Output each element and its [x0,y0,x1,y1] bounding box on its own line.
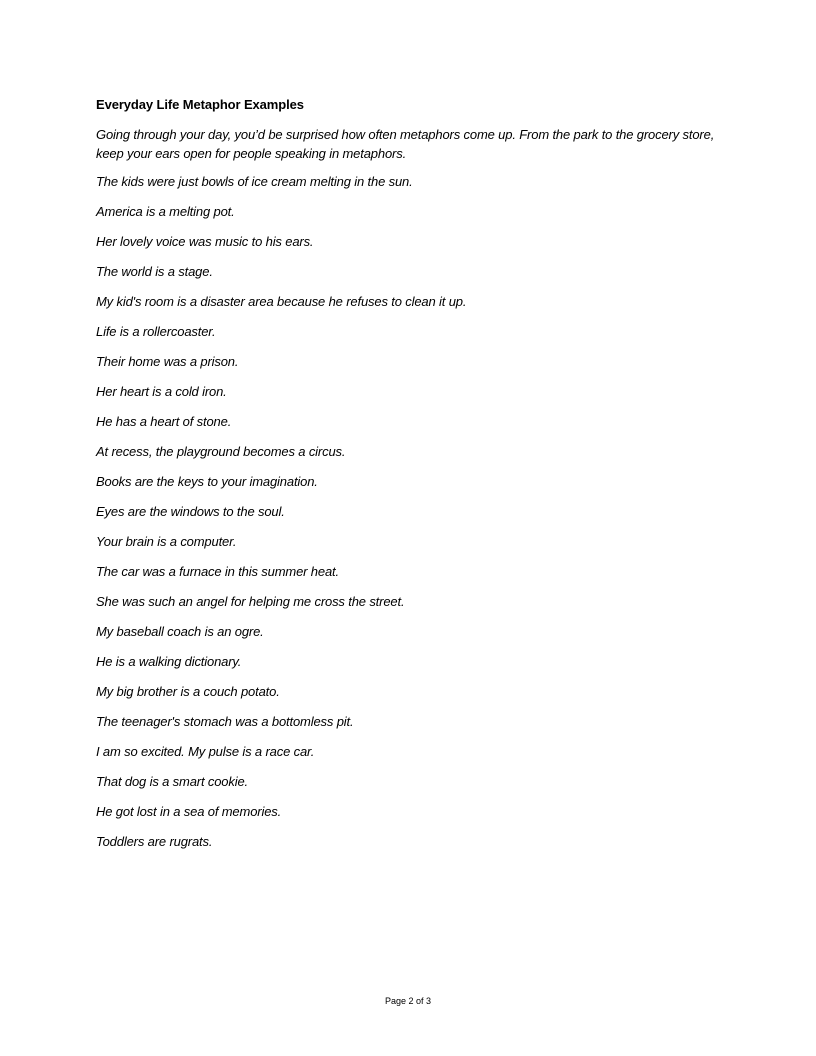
example-item: He has a heart of stone. [96,414,232,429]
intro-paragraph: Going through your day, you’d be surprised how often metaphors come up. From the park to the grocery store, keep your ears open for people speaking in metaphors. [96,127,715,161]
example-item: The car was a furnace in this summer heat. [96,564,339,579]
example-item: Toddlers are rugrats. [96,834,213,849]
page-number-footer: Page 2 of 3 [384,996,432,1006]
example-item: My kid's room is a disaster area because he refuses to clean it up. [96,294,467,309]
example-item: Books are the keys to your imagination. [96,474,318,489]
example-item: My big brother is a couch potato. [96,684,280,699]
example-item: I am so excited. My pulse is a race car. [96,744,315,759]
example-item: Your brain is a computer. [96,534,237,549]
example-item: Her lovely voice was music to his ears. [96,234,314,249]
section-heading: Everyday Life Metaphor Examples [96,97,304,112]
page-content [96,96,726,863]
metaphor-examples-list [96,173,726,851]
example-item: That dog is a smart cookie. [96,774,249,789]
example-item: He is a walking dictionary. [96,654,242,669]
example-item: My baseball coach is an ogre. [96,624,264,639]
example-item: Eyes are the windows to the soul. [96,504,285,519]
example-item: Their home was a prison. [96,354,239,369]
example-item: He got lost in a sea of memories. [96,804,282,819]
example-item: She was such an angel for helping me cross the street. [96,594,405,609]
example-item: America is a melting pot. [96,204,235,219]
example-item: Her heart is a cold iron. [96,384,227,399]
example-item: At recess, the playground becomes a circus. [96,444,346,459]
example-item: The teenager's stomach was a bottomless pit. [96,714,354,729]
example-item: The kids were just bowls of ice cream melting in the sun. [96,174,413,189]
example-item: The world is a stage. [96,264,213,279]
example-item: Life is a rollercoaster. [96,324,216,339]
